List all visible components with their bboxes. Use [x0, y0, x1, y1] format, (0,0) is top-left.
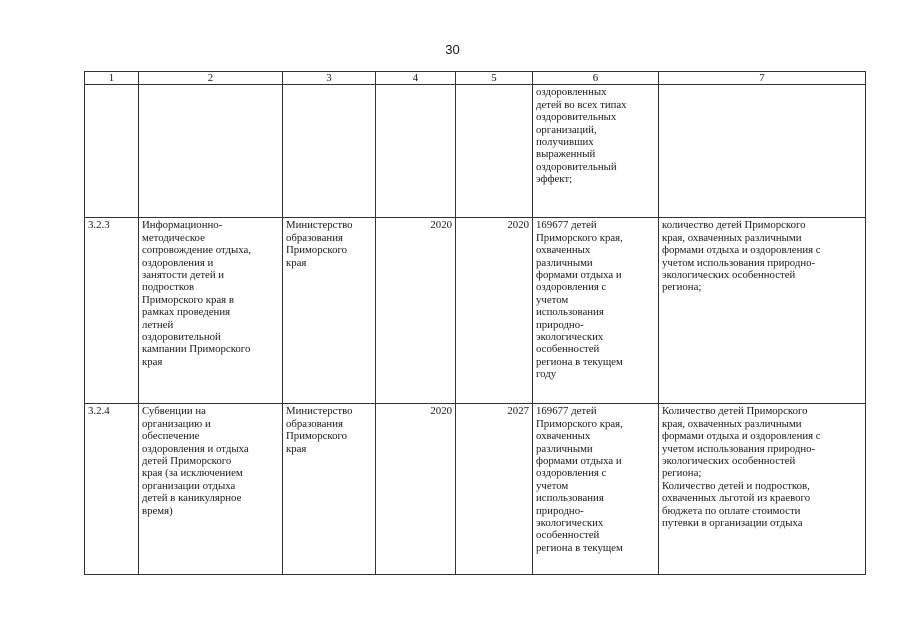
cell-end-year: 2020	[456, 218, 533, 404]
cell-executor: Министерство образования Приморского края	[283, 218, 376, 404]
table-row	[85, 218, 866, 404]
cell-item-id: 3.2.3	[85, 218, 139, 404]
cell-item-id: 3.2.4	[85, 404, 139, 575]
cell-end-year: 2027	[456, 404, 533, 575]
cell-empty	[139, 85, 283, 218]
cell-expected-result: 169677 детей Приморского края, охваченных различными формами отдыха и оздоровления с учетом использования природно- экологических особенностей региона в текущем	[533, 404, 659, 575]
cell-measure-name: Информационно- методическое сопровождение отдыха, оздоровления и занятости детей и подростков Приморского края в рамках проведения летней оздоровительной кампании Приморского края	[139, 218, 283, 404]
cell-start-year: 2020	[376, 404, 456, 575]
program-table	[84, 71, 866, 575]
continuation-row	[85, 85, 866, 218]
column-header-5: 5	[456, 72, 533, 85]
cell-empty	[85, 85, 139, 218]
column-header-7: 7	[659, 72, 866, 85]
cell-executor: Министерство образования Приморского края	[283, 404, 376, 575]
cell-indicator: Количество детей Приморского края, охваченных различными формами отдыха и оздоровления с учетом использования природно- экологических особенностей региона; Количество детей и подростков, охваченных льготой из краевого бюджета по оплате стоимости путевки в организации отдыха	[659, 404, 866, 575]
cell-measure-name: Субвенции на организацию и обеспечение оздоровления и отдыха детей Приморского края (за исключением организации отдыха детей в каникулярное время)	[139, 404, 283, 575]
cell-indicator: количество детей Приморского края, охваченных различными формами отдыха и оздоровления с учетом использования природно- экологических особенностей региона;	[659, 218, 866, 404]
column-header-4: 4	[376, 72, 456, 85]
column-header-2: 2	[139, 72, 283, 85]
cell-expected-result: 169677 детей Приморского края, охваченных различными формами отдыха и оздоровления с учетом использования природно- экологических особенностей региона в текущем году	[533, 218, 659, 404]
column-header-1: 1	[85, 72, 139, 85]
column-header-3: 3	[283, 72, 376, 85]
table-row	[85, 404, 866, 575]
column-header-6: 6	[533, 72, 659, 85]
cell-empty	[283, 85, 376, 218]
page-number: 30	[445, 42, 460, 57]
cell-start-year: 2020	[376, 218, 456, 404]
cell-empty	[376, 85, 456, 218]
cell-empty	[456, 85, 533, 218]
cell-result-continuation: оздоровленных детей во всех типах оздоровительных организаций, получивших выраженный оздоровительный эффект;	[533, 85, 659, 218]
column-number-header-row	[85, 72, 866, 85]
cell-empty	[659, 85, 866, 218]
